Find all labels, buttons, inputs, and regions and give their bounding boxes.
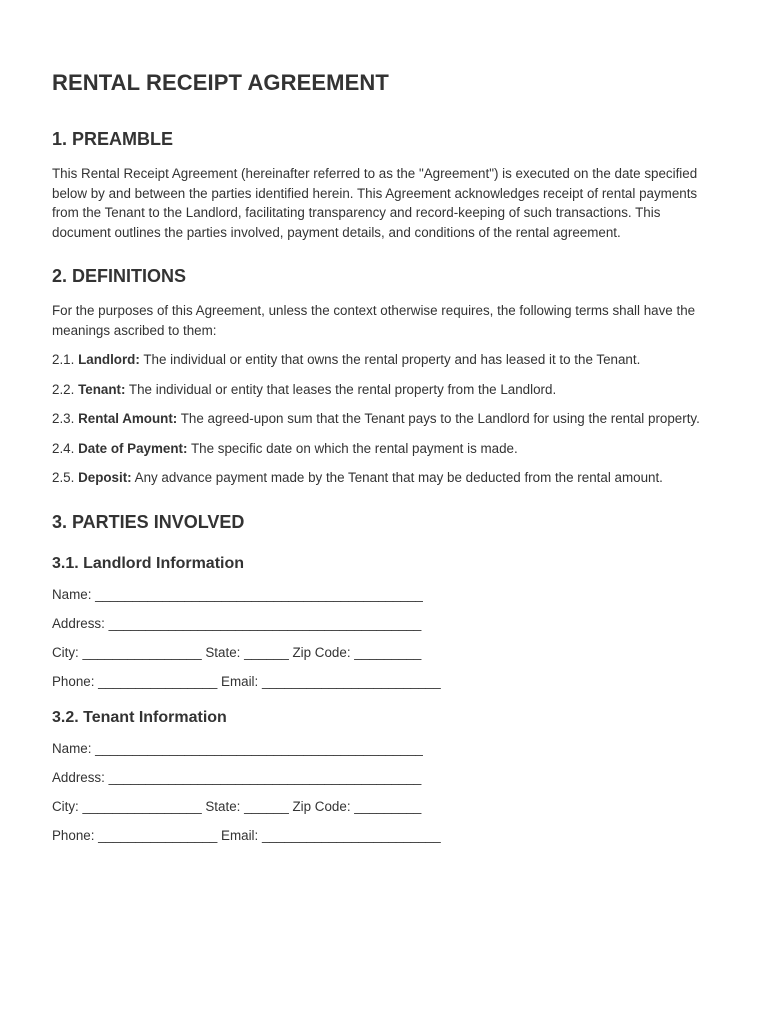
definition-date-of-payment — [52, 439, 718, 459]
tenant-name-field: Name: ____________________________________________ — [52, 740, 423, 756]
definition-term: Landlord: — [78, 352, 140, 367]
definition-number: 2.1. — [52, 352, 75, 367]
definition-text: The individual or entity that leases the rental property from the Landlord. — [128, 381, 557, 397]
definition-deposit — [52, 468, 718, 488]
parties-heading: 3. PARTIES INVOLVED — [52, 511, 245, 532]
definition-number: 2.4. — [52, 440, 75, 456]
landlord-address-field: Address: __________________________________________ — [52, 615, 422, 631]
preamble-text: This Rental Receipt Agreement (hereinafter referred to as the "Agreement") is executed on the date specified below by and between the parties identified herein. This Agreement acknowledges receipt of rental payments from the Tenant to the Landlord, facilitating transparency and record-keeping of such transactions. This document outlines the parties involved, payment details, and conditions of the rental agreement. — [52, 166, 698, 240]
definition-text: The agreed-upon sum that the Tenant pays to the Landlord for using the rental property. — [180, 411, 700, 426]
tenant-phone-email-field: Phone: ________________ Email: ________________________ — [52, 827, 441, 843]
definition-number: 2.5. — [52, 470, 75, 485]
definitions-heading: 2. DEFINITIONS — [52, 266, 187, 286]
tenant-info-heading: 3.2. Tenant Information — [52, 708, 227, 726]
definition-term: Deposit: — [78, 470, 132, 485]
tenant-city-state-zip-field: City: ________________ State: ______ Zip Code: _________ — [52, 798, 422, 814]
definition-tenant — [52, 380, 718, 400]
definition-landlord — [52, 350, 718, 370]
definitions-intro: For the purposes of this Agreement, unless the context otherwise requires, the following terms shall have the meanings ascribed to them: — [52, 303, 696, 338]
definition-number: 2.2. — [52, 381, 75, 397]
landlord-city-state-zip-field: City: ________________ State: ______ Zip Code: _________ — [52, 644, 422, 660]
definition-term: Rental Amount: — [78, 411, 178, 426]
definition-text: The specific date on which the rental payment is made. — [190, 440, 518, 456]
landlord-phone-email-field: Phone: ________________ Email: ________________________ — [52, 673, 441, 689]
landlord-name-field: Name: ____________________________________________ — [52, 586, 423, 602]
definition-term: Date of Payment: — [78, 440, 188, 456]
definition-number: 2.3. — [52, 411, 75, 426]
definition-rental-amount — [52, 409, 718, 429]
definition-term: Tenant: — [78, 381, 126, 397]
landlord-info-heading: 3.1. Landlord Information — [52, 554, 245, 572]
preamble-heading: 1. PREAMBLE — [52, 129, 174, 149]
definition-text: Any advance payment made by the Tenant that may be deducted from the rental amount. — [134, 470, 663, 485]
tenant-address-field: Address: __________________________________________ — [52, 769, 422, 785]
definition-text: The individual or entity that owns the rental property and has leased it to the Tenant. — [143, 352, 641, 367]
document-title: RENTAL RECEIPT AGREEMENT — [52, 70, 389, 95]
